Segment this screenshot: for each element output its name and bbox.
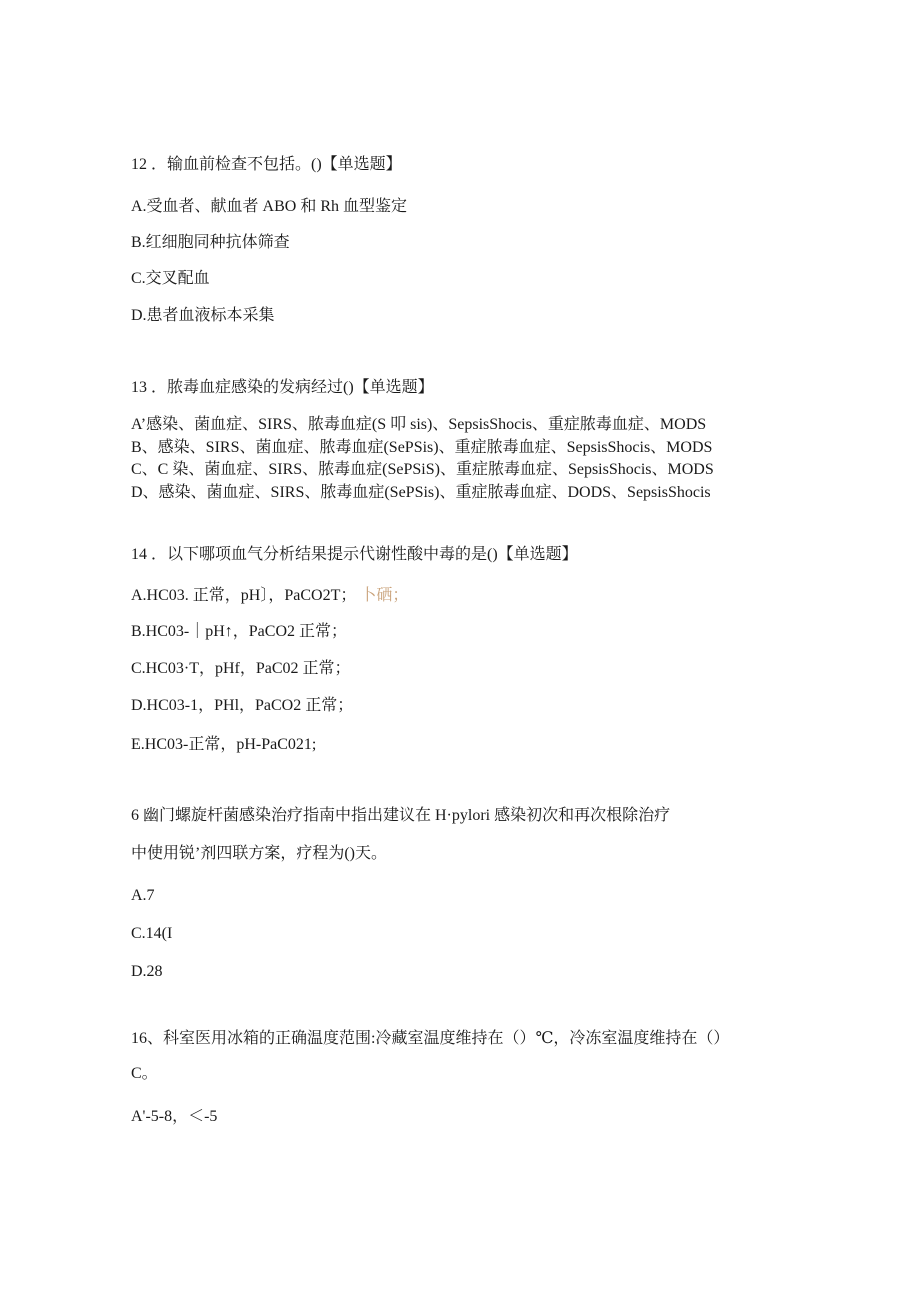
q13-option-b: B、感染、SIRS、菌血症、脓毒血症(SePSis)、重症脓毒血症、SepsisShocis、MODS bbox=[131, 439, 713, 456]
q14-option-b: B.HC03-｜pH↑，PaCO2 正常； bbox=[131, 623, 348, 640]
q13-option-a: A’感染、菌血症、SIRS、脓毒血症(S 叩 sis)、SepsisShocis、重症脓毒血症、MODS bbox=[131, 416, 707, 433]
q12-option-b: B.红细胞同种抗体筛查 bbox=[131, 234, 290, 251]
q15-title-line2: 中使用锐’剂四联方案，疗程为()天。 bbox=[131, 845, 387, 862]
q15-title-line1: 6 幽门螺旋杆菌感染治疗指南中指出建议在 H·pylori 感染初次和再次根除治疗 bbox=[131, 807, 671, 824]
q16-title-line1: 16、科室医用冰箱的正确温度范围:冷藏室温度维持在（）℃，冷冻室温度维持在（） bbox=[131, 1030, 730, 1047]
q15-option-d: D.28 bbox=[131, 963, 163, 980]
q12-option-d: D.患者血液标本采集 bbox=[131, 307, 275, 324]
q12-option-a: A.受血者、献血者 ABO 和 Rh 血型鉴定 bbox=[131, 198, 408, 215]
q14-title: 14 ．以下哪项血气分析结果提示代谢性酸中毒的是()【单选题】 bbox=[131, 546, 578, 563]
q16-option-a: A'-5-8，＜-5 bbox=[131, 1108, 218, 1125]
q14-option-d: D.HC03-1，PHl，PaCO2 正常； bbox=[131, 697, 354, 714]
q14-option-c: C.HC03·T，pHf，PaC02 正常； bbox=[131, 660, 351, 677]
q12-option-c: C.交叉配血 bbox=[131, 270, 210, 287]
q14-option-a bbox=[131, 586, 408, 606]
q13-option-d: D、感染、菌血症、SIRS、脓毒血症(SePSis)、重症脓毒血症、DODS、SepsisShocis bbox=[131, 484, 711, 501]
q13-title: 13 ．脓毒血症感染的发病经过()【单选题】 bbox=[131, 379, 434, 396]
q12-title: 12 ．输血前检查不包括。()【单选题】 bbox=[131, 156, 402, 173]
q14-option-a-note: 卜硒； bbox=[360, 587, 409, 604]
q13-option-c: C、C 染、菌血症、SIRS、脓毒血症(SePSiS)、重症脓毒血症、SepsisShocis、MODS bbox=[131, 461, 714, 478]
q14-option-a-text: A.HC03. 正常，pH〕，PaCO2T； bbox=[131, 587, 357, 604]
q14-option-e: E.HC03-正常，pH-PaC021; bbox=[131, 736, 317, 753]
q16-title-line2: C。 bbox=[131, 1065, 158, 1082]
q15-option-a: A.7 bbox=[131, 887, 155, 904]
q15-option-c: C.14(I bbox=[131, 925, 173, 942]
